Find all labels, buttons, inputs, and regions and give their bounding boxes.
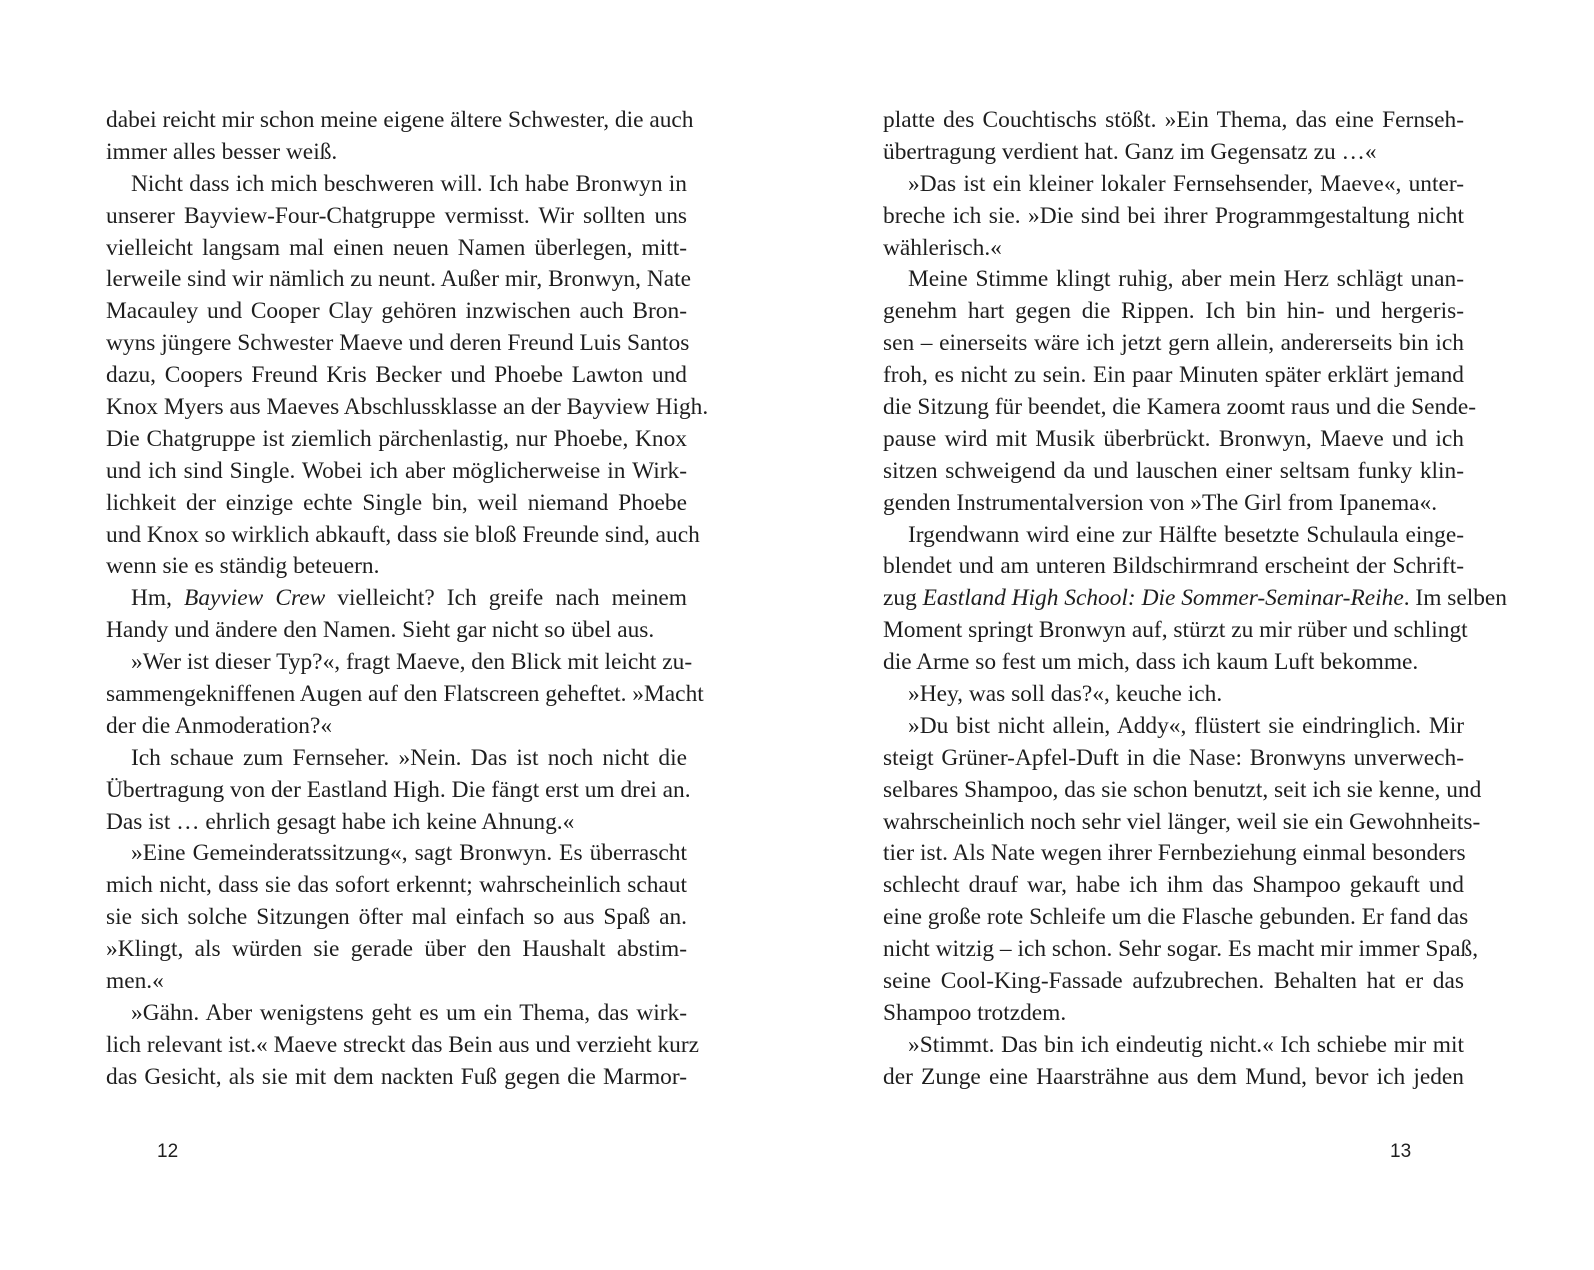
text-run: vielleicht? Ich greife nach meinem [325, 585, 687, 612]
left-text-line: »Eine Gemeinderatssitzung«, sagt Bronwyn. Es überrascht [131, 840, 687, 867]
left-text-line: men.« [106, 968, 164, 995]
left-text-line: der die Anmoderation?« [106, 712, 333, 739]
left-text-line: Handy und ändere den Namen. Sieht gar nicht so übel aus. [106, 617, 655, 644]
text-run: . Im selben [1403, 585, 1507, 612]
left-text-line: sie sich solche Sitzungen öfter mal einfach so aus Spaß an. [106, 904, 687, 931]
right-text-line: »Stimmt. Das bin ich eindeutig nicht.« Ich schiebe mir mit [908, 1031, 1464, 1058]
left-text-line: sammengekniffenen Augen auf den Flatscreen geheftet. »Macht [106, 681, 704, 708]
left-text-line: Die Chatgruppe ist ziemlich pärchenlastig, nur Phoebe, Knox [106, 425, 687, 452]
text-run: zug [883, 585, 923, 612]
right-text-line: genden Instrumentalversion von »The Girl from Ipanema«. [883, 489, 1438, 516]
right-text-line: seine Cool-King-Fassade aufzubrechen. Behalten hat er das [883, 968, 1464, 995]
left-text-line: »Wer ist dieser Typ?«, fragt Maeve, den Blick mit leicht zu- [131, 649, 693, 676]
left-text-line: unserer Bayview-Four-Chatgruppe vermisst. Wir sollten uns [106, 202, 687, 229]
right-text-line: »Du bist nicht allein, Addy«, flüstert sie eindringlich. Mir [908, 712, 1464, 739]
left-text-line: und ich sind Single. Wobei ich aber möglicherweise in Wirk- [106, 457, 687, 484]
left-text-line: mich nicht, dass sie das sofort erkennt; wahrscheinlich schaut [106, 872, 687, 899]
left-text-line: vielleicht langsam mal einen neuen Namen überlegen, mitt- [106, 234, 687, 261]
left-text-line: Macauley und Cooper Clay gehören inzwischen auch Bron- [106, 298, 687, 325]
right-text-line: blendet und am unteren Bildschirmrand erscheint der Schrift- [883, 553, 1464, 580]
right-text-line: platte des Couchtischs stößt. »Ein Thema, das eine Fernseh- [883, 107, 1464, 133]
left-text-line: Knox Myers aus Maeves Abschlussklasse an der Bayview High. [106, 394, 709, 421]
right-text-line: tier ist. Als Nate wegen ihrer Fernbeziehung einmal besonders [883, 840, 1466, 867]
page-number-right: 13 [1390, 1141, 1412, 1162]
right-text-line: übertragung verdient hat. Ganz im Gegensatz zu …« [883, 138, 1377, 165]
left-text-line: wenn sie es ständig beteuern. [106, 553, 380, 580]
italic-title: Eastland High School: Die Sommer-Seminar-Reihe [922, 585, 1404, 612]
left-text-line: das Gesicht, als sie mit dem nackten Fuß gegen die Marmor- [106, 1063, 687, 1090]
left-text-line: dabei reicht mir schon meine eigene ältere Schwester, die auch [106, 107, 694, 133]
right-text-line: wählerisch.« [883, 234, 1002, 261]
right-text-line: wahrscheinlich noch sehr viel länger, weil sie ein Gewohnheits- [883, 808, 1481, 835]
right-text-line: Moment springt Bronwyn auf, stürzt zu mir rüber und schlingt [883, 617, 1468, 644]
right-text-line: selbares Shampoo, das sie schon benutzt, seit ich sie kenne, und [883, 776, 1482, 803]
left-text-line: lerweile sind wir nämlich zu neunt. Außer mir, Bronwyn, Nate [106, 266, 691, 293]
left-text-line: lich relevant ist.« Maeve streckt das Bein aus und verzieht kurz [106, 1031, 700, 1058]
right-text-line: froh, es nicht zu sein. Ein paar Minuten später erklärt jemand [883, 362, 1464, 389]
left-text-line: und Knox so wirklich abkauft, dass sie bloß Freunde sind, auch [106, 521, 700, 548]
right-text-line: schlecht drauf war, habe ich ihm das Shampoo gekauft und [883, 872, 1464, 899]
italic-title: Bayview Crew [184, 585, 326, 612]
text-run: Hm, [131, 585, 185, 612]
right-text-line: sen – einerseits wäre ich jetzt gern allein, andererseits bin ich [883, 330, 1464, 357]
left-text-line: »Gähn. Aber wenigstens geht es um ein Thema, das wirk- [131, 999, 687, 1026]
left-text-line: »Klingt, als würden sie gerade über den Haushalt abstim- [106, 936, 687, 963]
right-text-line: pause wird mit Musik überbrückt. Bronwyn, Maeve und ich [883, 425, 1464, 452]
right-text-line: die Arme so fest um mich, dass ich kaum Luft bekomme. [883, 649, 1419, 676]
right-text-line: genehm hart gegen die Rippen. Ich bin hin- und hergeris- [883, 298, 1464, 325]
right-text-line [883, 583, 1507, 615]
left-text-line: Übertragung von der Eastland High. Die fängt erst um drei an. [106, 776, 691, 803]
left-text-line: Ich schaue zum Fernseher. »Nein. Das ist noch nicht die [131, 744, 687, 771]
right-text-line: steigt Grüner-Apfel-Duft in die Nase: Bronwyns unverwech- [883, 744, 1464, 771]
right-text-line: die Sitzung für beendet, die Kamera zoomt raus und die Sende- [883, 394, 1477, 421]
right-text-line: Irgendwann wird eine zur Hälfte besetzte Schulaula einge- [908, 521, 1464, 548]
left-text-line: lichkeit der einzige echte Single bin, weil niemand Phoebe [106, 489, 687, 516]
right-text-line: »Hey, was soll das?«, keuche ich. [908, 681, 1223, 708]
right-text-line: eine große rote Schleife um die Flasche gebunden. Er fand das [883, 904, 1469, 931]
right-text-line: der Zunge eine Haarsträhne aus dem Mund, bevor ich jeden [883, 1063, 1464, 1090]
right-text-line: sitzen schweigend da und lauschen einer seltsam funky klin- [883, 457, 1464, 484]
right-text-line: Meine Stimme klingt ruhig, aber mein Herz schlägt unan- [908, 266, 1464, 293]
right-text-line: breche ich sie. »Die sind bei ihrer Programmgestaltung nicht [883, 202, 1464, 229]
left-text-line: Nicht dass ich mich beschweren will. Ich habe Bronwyn in [131, 170, 687, 197]
left-page-body [106, 105, 709, 1094]
left-text-line: dazu, Coopers Freund Kris Becker und Phoebe Lawton und [106, 362, 687, 389]
left-text-line: Das ist … ehrlich gesagt habe ich keine Ahnung.« [106, 808, 575, 835]
right-text-line: Shampoo trotzdem. [883, 999, 1067, 1026]
right-page-body [883, 105, 1507, 1094]
left-text-line: wyns jüngere Schwester Maeve und deren Freund Luis Santos [106, 330, 690, 357]
right-text-line: nicht witzig – ich schon. Sehr sogar. Es macht mir immer Spaß, [883, 936, 1479, 963]
left-text-line: immer alles besser weiß. [106, 138, 338, 165]
right-text-line: »Das ist ein kleiner lokaler Fernsehsender, Maeve«, unter- [908, 170, 1464, 197]
page-number-left: 12 [157, 1141, 179, 1162]
left-text-line [106, 583, 687, 615]
